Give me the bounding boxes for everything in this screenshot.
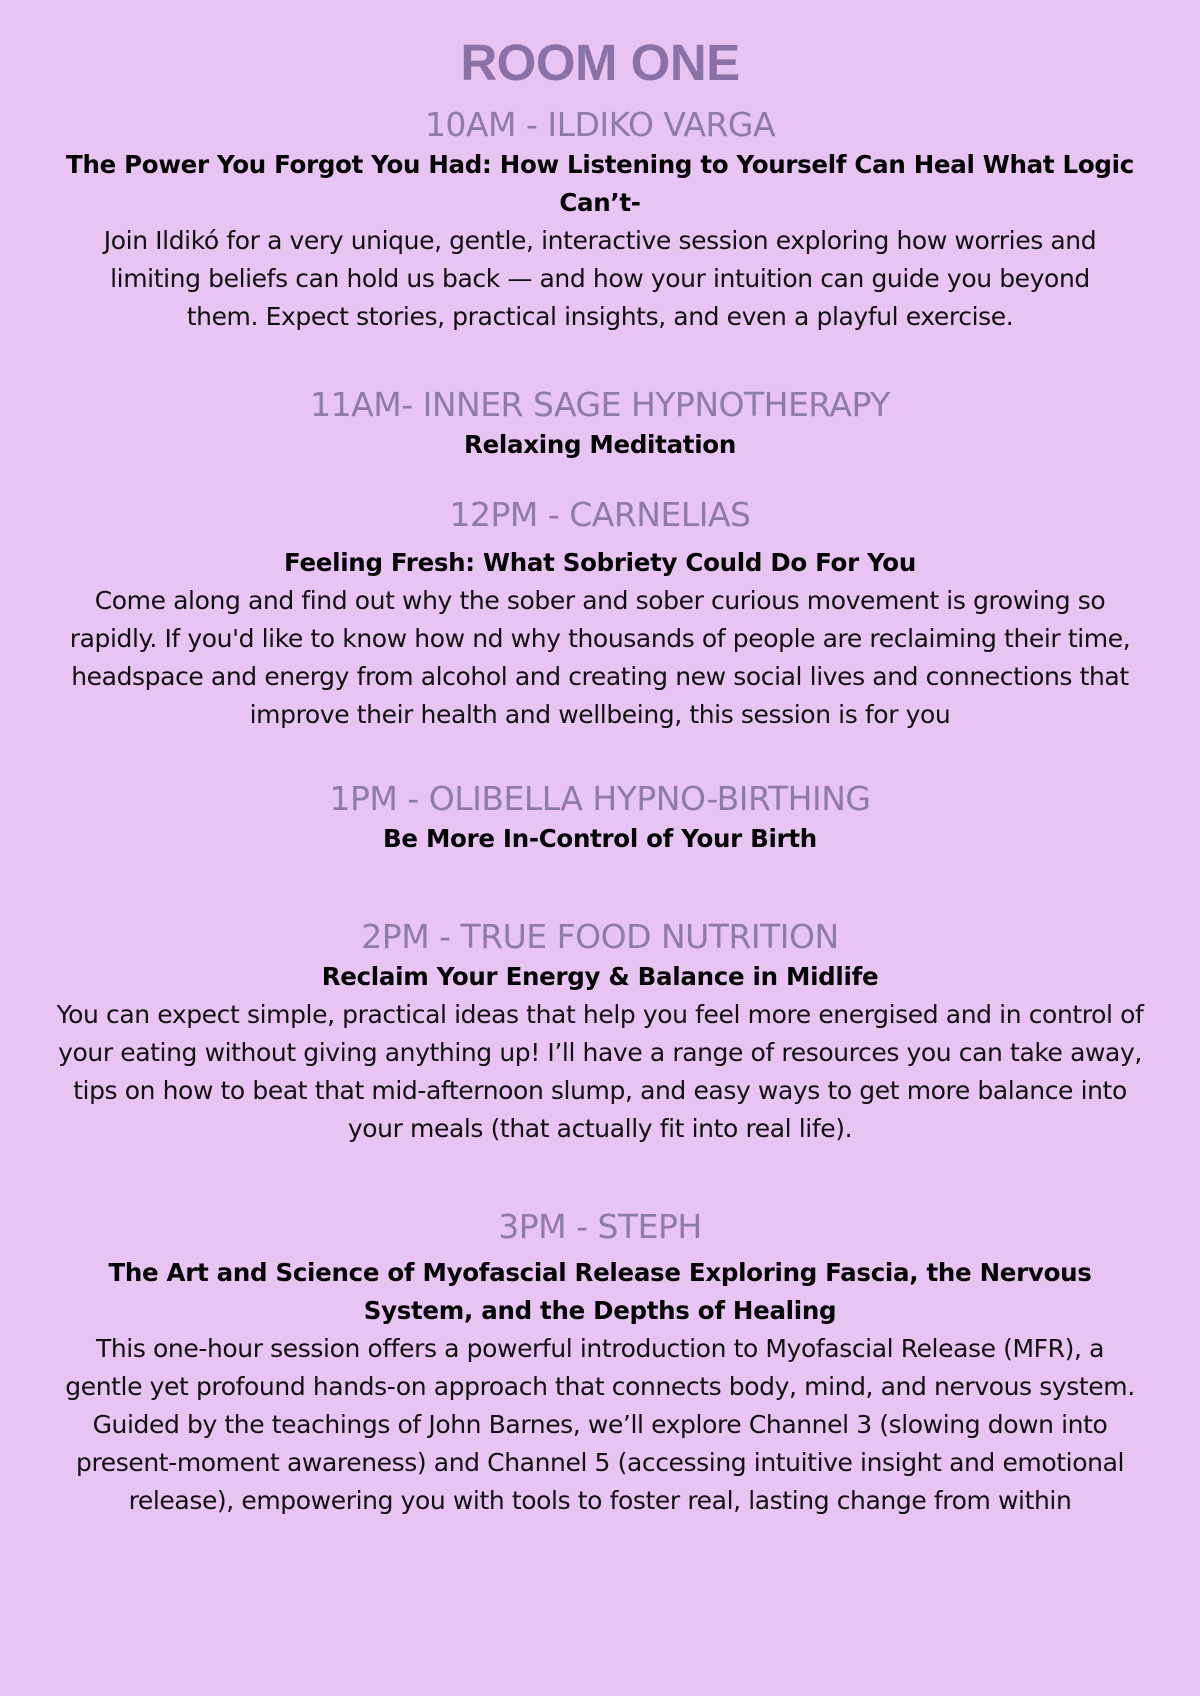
- session-12pm: [0, 494, 1200, 734]
- session-description: You can expect simple, practical ideas that help you feel more energised and in control of your eating without giving anything up! I’ll have a range of resources you can take away, tips on how to beat that mid-afternoon slump, and easy ways to get more balance into your meals (that actually fit into real life).: [56, 1000, 1144, 1143]
- session-description: This one-hour session offers a powerful introduction to Myofascial Release (MFR), a gentle yet profound hands-on approach that connects body, mind, and nervous system. Guided by the teachings of John Barnes, we’ll explore Channel 3 (slowing down into present-moment awareness) and Channel 5 (accessing intuitive insight and emotional release), empowering you with tools to foster real, lasting change from within: [65, 1334, 1135, 1515]
- session-title: The Art and Science of Myofascial Release Exploring Fascia, the Nervous System, and the Depths of Healing: [108, 1258, 1092, 1325]
- session-1pm: [0, 778, 1200, 858]
- session-title: The Power You Forgot You Had: How Listening to Yourself Can Heal What Logic Can’t-: [66, 150, 1134, 217]
- session-11am: [0, 384, 1200, 464]
- session-title: Feeling Fresh: What Sobriety Could Do For You: [284, 548, 916, 577]
- session-time-heading: 10AM - ILDIKO VARGA: [424, 105, 776, 144]
- session-title: Reclaim Your Energy & Balance in Midlife: [321, 962, 879, 991]
- session-time-heading: 3PM - STEPH: [498, 1207, 702, 1246]
- session-description: Join Ildikó for a very unique, gentle, interactive session exploring how worries and limiting beliefs can hold us back — and how your intuition can guide you beyond them. Expect stories, practical insights, and even a playful exercise.: [103, 226, 1097, 331]
- session-3pm: [0, 1206, 1200, 1520]
- session-2pm: [0, 916, 1200, 1148]
- session-description: Come along and find out why the sober and sober curious movement is growing so rapidly. If you'd like to know how nd why thousands of people are reclaiming their time, headspace and energy from alcohol and creating new social lives and connections that improve their health and wellbeing, this session is for you: [69, 586, 1131, 729]
- session-time-heading: 11AM- INNER SAGE HYPNOTHERAPY: [310, 385, 890, 424]
- session-10am: [0, 104, 1200, 336]
- session-title: Be More In-Control of Your Birth: [383, 824, 817, 853]
- session-time-heading: 1PM - OLIBELLA HYPNO-BIRTHING: [329, 779, 871, 818]
- session-time-heading: 2PM - TRUE FOOD NUTRITION: [361, 917, 839, 956]
- room-title: ROOM ONE: [460, 34, 740, 91]
- session-title: Relaxing Meditation: [464, 430, 736, 459]
- session-time-heading: 12PM - CARNELIAS: [449, 495, 751, 534]
